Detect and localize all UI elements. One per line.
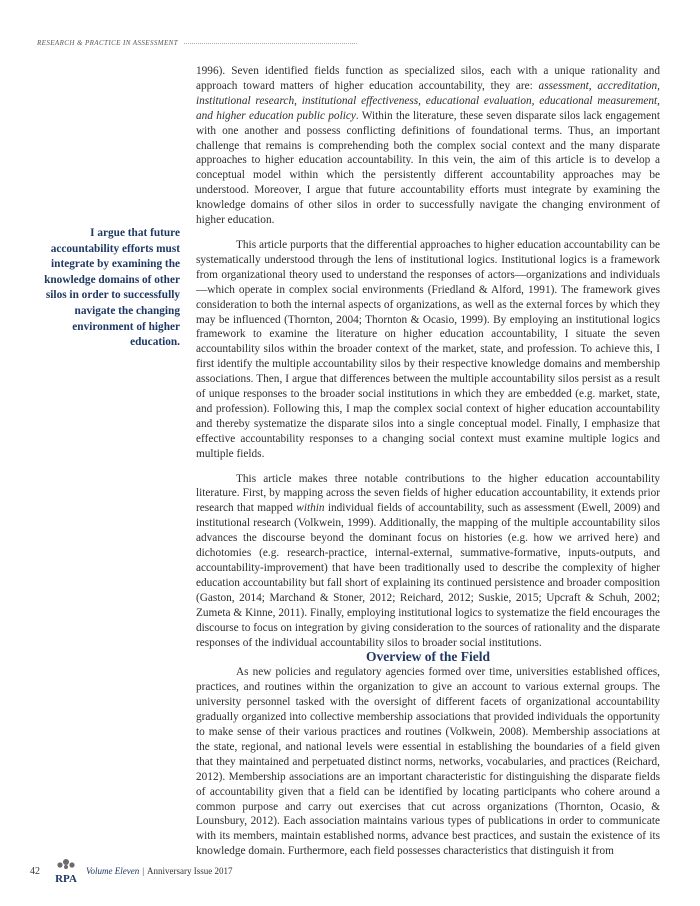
journal-issue: Anniversary Issue 2017 — [147, 866, 233, 876]
paragraph-3 — [196, 472, 660, 651]
paragraph-1-text-cont: . Within the literature, these seven disparate silos lack engagement with one another and possess conflicting definitions of foundational terms. Thus, an important challenge that remains is comprehending both the complex social context and the many disparate approaches to higher education accountability. In this vein, the aim of this article is to develop a conceptual model within which the persistently different accountability approaches may be understood. Moreover, I argue that future accountability efforts must integrate by examining the knowledge domains of other silos in order to successfully navigate the changing environment of higher education. — [196, 109, 660, 227]
rpa-logo — [52, 858, 80, 884]
header-dotted-rule — [184, 43, 357, 44]
article-body — [196, 64, 660, 859]
page-number: 42 — [30, 865, 40, 877]
paragraph-3-text-cont: individual fields of accountability, such as assessment (Ewell, 2009) and institutional research (Volkwein, 1999). Additionally, the mapping of the multiple accountability silos advances the discourse beyond the dominant focus on histories (e.g. how we arrived here) and dichotomies (e.g. research-practice, internal-external, summative-formative, inputs-outputs, and accountability-improvement) that have been traditionally used to describe the complexity of higher education accountability but fall short of explaining its continued persistence and broader composition (Gaston, 2014; Marchand & Stoner, 2012; Reichard, 2012; Suskie, 2015; Upcraft & Schuh, 2002; Zumeta & Kinne, 2011). Finally, employing institutional logics to systematize the field encourages the discourse to focus on integration by giving consideration to the sources of rationality and the disparate responses of the individual accountability silos to broader social institutions. — [196, 502, 660, 649]
page-footer — [30, 858, 430, 884]
logo-text: RPA — [55, 873, 77, 884]
journal-volume: Volume Eleven — [86, 866, 140, 876]
paragraph-4: As new policies and regulatory agencies formed over time, universities established offices, practices, and routines within the organization to give an account to various external groups. The university personnel tasked with the oversight of different facets of organizational accountability gradually organized into collective membership associations that provided individuals the opportunity to make sense of their various practices and routines (Volkwein, 2008). Membership associations at the state, regional, and national levels were essential in establishing the boundaries of a field given that they maintained and perpetuated distinct norms, networks, vocabularies, and practices (Reichard, 2012). Membership associations are an important characteristic for distinguishing the disparate fields of accountability given that a field can be identified by locating participants who cohere around a common purpose and carry out exercises that cut across organizations (Thornton, Ocasio, & Lounsbury, 2012). Each association maintains various types of publications in order to communicate with its members, maintain established norms, advance best practices, and sustain the existence of its knowledge domain. Furthermore, each field possesses characteristics that distinguish it from — [196, 666, 660, 858]
paragraph-1 — [196, 64, 660, 228]
running-head-title: RESEARCH & PRACTICE IN ASSESSMENT — [37, 39, 179, 47]
paragraph-1-italic: assessment, accreditation, institutional research, institutional effectiveness, educational evaluation, educational measurement, and higher education public policy — [196, 79, 660, 122]
paragraph-3-text: This article makes three notable contributions to the higher education accountability literature. First, by mapping across the seven fields of higher education accountability, it extends prior research that mapped — [196, 472, 660, 515]
section-heading: Overview of the Field — [365, 649, 491, 665]
flower-logo-icon — [52, 858, 80, 884]
footer-separator: | — [142, 866, 145, 876]
paragraph-2: This article purports that the differential approaches to higher education accountability can be systematically understood through the lens of institutional logics. Institutional logics is a framework from organizational theory used to understand the responses of actors—organizations and individuals—which operate in complex social environments (Friedland & Alford, 1991). The framework gives consideration to both the internal aspects of organizations, as well as the external forces by which they may be influenced (Thornton, 2004; Thornton & Ocasio, 1999). By employing an institutional logics framework to examine the literature on higher education accountability, I situate the seven accountability silos within the broader context of the market, state, and profession. To achieve this, I first identify the multiple accountability silos by their respective knowledge domains and membership associations. Then, I argue that differences between the multiple accountability silos persist as a result of unique responses to the broader social institutions in which they are embedded (e.g. market, state, and profession). Following this, I map the complex social context of higher education accountability and thereby systematize the disparate silos into a single conceptual model. Finally, I emphasize that effective accountability responses to a changing social context must examine multiple logics and multiple fields. — [196, 238, 660, 460]
running-header — [37, 36, 357, 50]
paragraph-3-italic: within — [296, 502, 325, 515]
paragraph-1-text: 1996). Seven identified fields function as specialized silos, each with a unique rationality and approach toward matters of higher education accountability, they are: — [196, 65, 660, 92]
pull-quote: I argue that future accountability efforts must integrate by examining the knowledge domains of other silos in order to successfully navigate the changing environment of higher education. — [44, 227, 180, 349]
